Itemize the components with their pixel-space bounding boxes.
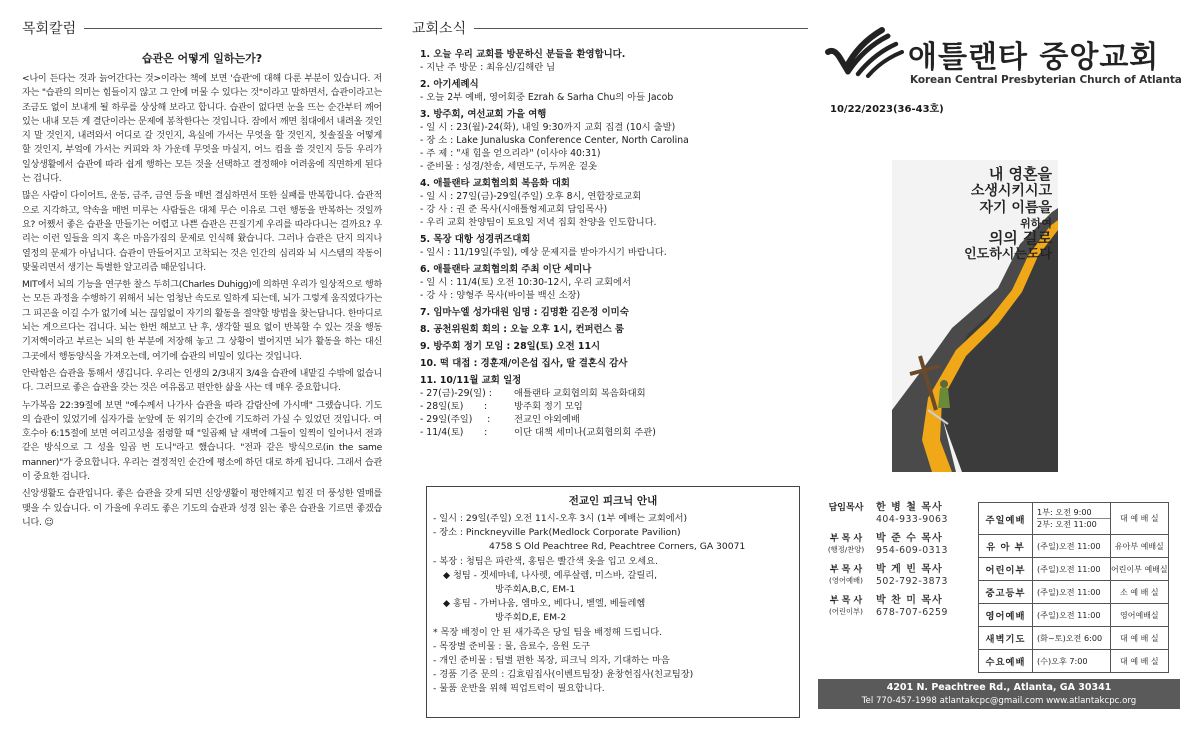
worship-time: (화~토)오전 6:00 — [1033, 627, 1111, 650]
news-item-title: 7. 임마누엘 성가대원 임명 : 김명환 김은정 이미숙 — [420, 307, 629, 318]
worship-row — [979, 535, 1169, 558]
column-paragraph: MIT에서 뇌의 기능을 연구한 찰스 두히그(Charles Duhigg)에 의하면 우리가 일상적으로 행하는 모든 과정을 수행하기 위해서 뇌는 엄청난 속도로 일하게 되는데, 뇌가 그렇게 움직였다가는 그 피곤을 이길 수가 없기에 뇌는 끊임없이 자기의 활동을 절약할 방법을 찾는답니다. 한마디로 뇌는 게으르다는 겁니다. 뇌는 한번 해보고 난 후, 생각할 필요 없이 반복할 수 있는 것을 행동 기저핵이라고 부르는 뇌의 한 부분에 저장해 놓고 그 상황이 벌어지면 뇌가 활동을 하는 대신 그곳에서 행동양식을 가져오는데, 여기에 습관의 비밀이 있다는 것입니다. — [22, 280, 382, 362]
worship-row — [979, 558, 1169, 581]
cover-verse — [902, 166, 1052, 263]
pastor-role: 부 목 사 (행정/찬양) — [827, 534, 865, 554]
news-item — [412, 48, 808, 74]
worship-place: 영어예배실 — [1111, 604, 1169, 627]
picnic-note: - 물품 운반을 위해 픽업트럭이 필요합니다. — [433, 683, 605, 695]
news-item-line: - 장 소 : Lake Junaluska Conference Center, North Carolina — [420, 135, 689, 146]
news-item-title: 2. 아기세례식 — [420, 79, 479, 90]
cover-verse-line: 인도하시는도다 — [964, 247, 1052, 262]
pastor-phone: 502-792-3873 — [876, 576, 948, 587]
section-heading-column — [22, 18, 382, 38]
news-item-line: - 준비물 : 성경/찬송, 세면도구, 두꺼운 겉옷 — [420, 161, 597, 172]
news-item — [412, 323, 808, 336]
news-item-line: - 일시 : 11/19일(주일), 예상 문제지를 받아가시기 바랍니다. — [420, 247, 667, 258]
worship-time: (수)오후 7:00 — [1033, 650, 1111, 673]
worship-place: 유아부 예배실 — [1111, 535, 1169, 558]
cover-verse-line: 내 영혼을 — [988, 165, 1052, 183]
schedule-desc: 이단 대책 세미나(교회협의회 주관) — [514, 427, 656, 438]
schedule-date: - 29일(주일) : — [420, 414, 491, 425]
church-logo-icon — [824, 26, 904, 78]
worship-row — [979, 604, 1169, 627]
cover-verse-line: 위하여 — [1020, 217, 1052, 230]
schedule-desc: 애틀랜타 교회협의회 복음화대회 — [514, 388, 646, 399]
worship-row — [979, 581, 1169, 604]
picnic-notice-box — [426, 486, 800, 718]
church-logo — [824, 26, 1182, 98]
news-item — [412, 177, 808, 229]
worship-row — [979, 627, 1169, 650]
worship-name: 수요예배 — [979, 650, 1033, 673]
news-item — [412, 233, 808, 259]
worship-name: 주일예배 — [979, 503, 1033, 535]
pastor-phone: 678-707-6259 — [876, 607, 948, 618]
picnic-dress: - 복장 : 청팀은 파란색, 홍팀은 빨간색 옷을 입고 오세요. — [433, 555, 658, 567]
worship-name: 영어예배 — [979, 604, 1033, 627]
worship-row — [979, 503, 1169, 535]
news-item-title: 11. 10/11월 교회 일정 — [420, 375, 522, 386]
worship-time: (주일)오전 11:00 — [1033, 558, 1111, 581]
news-item-line: - 일 시 : 23(월)-24(화), 내일 9:30까지 교회 집결 (10시 출발) — [420, 122, 676, 133]
pastor-entry — [822, 533, 972, 557]
worship-place: 대 예 배 실 — [1111, 627, 1169, 650]
picnic-address: 4758 S Old Peachtree Rd, Peachtree Corners, GA 30071 — [489, 541, 746, 553]
worship-name: 중고등부 — [979, 581, 1033, 604]
news-item-title: 9. 방주회 정기 모임 : 28일(토) 오전 11시 — [420, 341, 601, 352]
column-title: 습관은 어떻게 일하는가? — [141, 52, 263, 65]
news-item — [412, 374, 808, 439]
worship-place: 어린이부 예배실 — [1111, 558, 1169, 581]
schedule-desc: 방주회 정기 모임 — [514, 401, 583, 412]
picnic-note: - 목장별 준비물 : 물, 음료수, 응원 도구 — [433, 640, 590, 652]
pastor-list — [822, 502, 972, 626]
worship-name: 새벽기도 — [979, 627, 1033, 650]
schedule-date: - 27(금)-29(일) : — [420, 388, 492, 399]
news-item-title: 4. 애틀랜타 교회협의회 복음화 대회 — [420, 178, 570, 189]
news-item — [412, 263, 808, 302]
worship-row — [979, 650, 1169, 673]
pastor-phone: 954-609-0313 — [876, 545, 948, 556]
news-heading: 교회소식 — [412, 21, 467, 37]
worship-time: (주일)오전 11:00 — [1033, 535, 1111, 558]
column-paragraph: 신앙생활도 습관입니다. 좋은 습관을 갖게 되면 신앙생활이 평안해지고 힘진 더 풍성한 열매를 맺을 수 있습니다. 이 가을에 우리도 좋은 기도의 습관과 성경 읽는 좋은 습관을 기르면 좋겠습니다. ☺ — [22, 489, 382, 528]
picnic-red-team: ◆ 홍팀 - 가버나움, 엠마오, 베다니, 벧엘, 베들레헴 — [443, 598, 646, 610]
pastor-phone: 404-933-9063 — [876, 514, 948, 525]
worship-name: 어린이부 — [979, 558, 1033, 581]
picnic-red-team-cont: 방주회D,E, EM-2 — [495, 612, 567, 624]
church-name-ko: 애틀랜타 중앙교회 — [908, 40, 1160, 75]
pastor-name: 한 병 철 목사 — [876, 502, 943, 513]
column-paragraph: 안락함은 습관을 통해서 생깁니다. 우리는 인생의 2/3내지 3/4을 습관에 내맡길 수밖에 없습니다. 그러므로 좋은 습관을 갖는 것은 여유롭고 편안한 삶을 사는 데 매우 중요합니다. — [22, 368, 382, 394]
schedule-row — [412, 400, 808, 413]
address-footer — [818, 679, 1180, 709]
news-item-line: - 강 사 : 양형주 목사(바이블 백신 소장) — [420, 290, 581, 301]
worship-place: 소 예 배 실 — [1111, 581, 1169, 604]
pastor-role: 담임목사 — [828, 503, 864, 513]
news-item-title: 1. 오늘 우리 교회를 방문하신 분들을 환영합니다. — [420, 49, 626, 60]
news-list — [412, 48, 808, 439]
church-news — [412, 18, 808, 718]
picnic-title: 전교인 피크닉 안내 — [568, 495, 658, 507]
schedule-date: - 28일(토) : — [420, 401, 488, 412]
news-item-line: - 우리 교회 찬양팀이 토요일 저녁 집회 찬양을 인도합니다. — [420, 217, 657, 228]
news-item — [412, 357, 808, 370]
church-contact: Tel 770-457-1998 atlantakcpc@gmail.com www.atlantakcpc.org — [861, 696, 1137, 706]
pastor-name: 박 게 빈 목사 — [876, 564, 943, 575]
pastor-role: 부 목 사 (어린이부) — [829, 596, 863, 616]
picnic-date: - 일시 : 29일(주일) 오전 11시-오후 3시 (1부 예배는 교회에서) — [433, 513, 688, 524]
church-name-en: Korean Central Presbyterian Church of Atlanta — [910, 74, 1182, 86]
worship-schedule-table — [978, 502, 1169, 673]
heading-rule — [84, 28, 382, 29]
column-paragraph: 많은 사람이 다이어트, 운동, 금주, 금연 등을 매번 결심하면서 또한 실패를 반복합니다. 습관적으로 지각하고, 약속을 매번 미루는 사람들은 대체 무슨 이유로 그런 행동을 반복하는 것일까요? 어쨌서 좋은 습관을 만들기는 어렵고 나쁜 습관은 끈질기게 우리를 따라다니는 걸까요? 우리는 이런 일들을 의지 혹은 마음가짐의 문제로 인식해 왔습니다. 그러나 습관은 단지 의지나 열정의 문제가 아닙니다. 습관이 만들어지고 고착되는 것은 인간의 심리와 뇌 시스템의 작동이 맞물리면서 생기는 특별한 알고리즘 때문입니다. — [22, 191, 382, 273]
column-paragraph: 누가복음 22:39절에 보면 "예수께서 나가사 습관을 따라 감람산에 가시매" 그랬습니다. 기도의 습관이 있었기에 십자가를 눈앞에 둔 위기의 순간에 기도하러 가실 수 있었던 것입니다. 여호수아 6:15절에 보면 여리고성을 점령할 때 "일곱째 날 새벽에 그들이 일찍이 일어나서 전과 같은 방식으로 그 성을 일곱 번 도니"라고 했습니다. "전과 같은 방식으로(in the same manner)"가 중요합니다. 우리는 결정적인 순간에 평소에 하던 대로 하게 됩니다. 그래서 습관이 중요한 겁니다. — [22, 400, 382, 483]
worship-time: (주일)오전 11:00 — [1033, 581, 1111, 604]
schedule-row — [412, 387, 808, 400]
column-paragraph: <나이 든다는 것과 늙어간다는 것>이라는 책에 보면 '습관'에 대해 다룬 부분이 있습니다. 저자는 "습관의 의미는 힘들이지 않고 그 안에 머물 수 있다는 것"이라고 말하면서, 습관이라고는 조금도 없이 보내게 될 하루를 상상해 보라고 합니다. 습관이 없다면 눈을 뜨는 순간부터 깨어 있는 내내 모든 게 결단이라는 문제에 봉착한다는 것입니다. 잠에서 깨면 침대에서 내려올 것인지 말 것인지, 내려와서 어디로 갈 것인지, 욕실에 가서는 무엇을 할 것인지, 칫솔질을 어떻게 할 것인지, 부엌에 가서는 커피와 차 가운데 무엇을 마실지, 어느 컵을 쓸 것인지 등등 우리가 일상생활에서 습관에 따라 쉽게 행하는 모든 것을 선택하고 결정해야 어려움에 직면하게 된다는 겁니다. — [22, 74, 382, 185]
section-heading-news — [412, 18, 808, 38]
church-address: 4201 N. Peachtree Rd., Atlanta, GA 30341 — [886, 682, 1112, 693]
picnic-blue-team-cont: 방주회A,B,C, EM-1 — [495, 584, 576, 596]
pastor-name: 박 찬 미 목사 — [876, 595, 943, 606]
issue-date: 10/22/2023(36-43호) — [830, 104, 944, 115]
picnic-note: - 경품 기증 문의 : 김효림집사(이벤트팀장) 윤창헌집사(친교팀장) — [433, 669, 694, 681]
news-item — [412, 306, 808, 319]
schedule-date: - 11/4(토) : — [420, 427, 488, 438]
worship-place: 대 예 배 실 — [1111, 503, 1169, 535]
cover-verse-line: 의의 길로 — [988, 229, 1052, 247]
news-item-title: 6. 애틀랜타 교회협의회 주최 이단 세미나 — [420, 264, 592, 275]
schedule-row — [412, 426, 808, 439]
worship-name: 유 아 부 — [979, 535, 1033, 558]
schedule-row — [412, 413, 808, 426]
column-heading: 목회칼럼 — [22, 21, 77, 37]
picnic-note: * 목장 배정이 안 된 새가족은 당일 팀을 배정해 드립니다. — [433, 626, 663, 638]
news-item-line: - 일 시 : 11/4(토) 오전 10:30-12시, 우리 교회에서 — [420, 277, 631, 288]
news-item — [412, 78, 808, 104]
news-item — [412, 108, 808, 173]
pastor-entry — [822, 595, 972, 619]
news-item-title: 10. 떡 대접 : 경훈재/이은섭 집사, 딸 결혼식 감사 — [420, 358, 628, 369]
news-item — [412, 340, 808, 353]
picnic-note: - 개인 준비물 : 팀별 편한 복장, 피크닉 의자, 기대하는 마음 — [433, 655, 670, 667]
worship-time: (주일)오전 11:00 — [1033, 604, 1111, 627]
news-item-title: 5. 목장 대항 성경퀴즈대회 — [420, 234, 531, 245]
pastoral-column — [22, 18, 382, 718]
news-item-line: - 일 시 : 27일(금)-29일(주일) 오후 8시, 연합장로교회 — [420, 191, 642, 202]
picnic-blue-team: ◆ 청팀 - 겟세마네, 나사렛, 예루살렘, 미스바, 갈릴리, — [443, 569, 658, 581]
pastor-entry — [822, 564, 972, 588]
news-item-line: - 강 사 : 권 준 목사(시애틀형제교회 담임목사) — [420, 204, 608, 215]
schedule-desc: 전교인 야외예배 — [514, 414, 580, 425]
cover-illustration — [892, 160, 1058, 472]
pastor-entry — [822, 502, 972, 526]
cover-verse-line: 소생시키시고 — [970, 183, 1052, 199]
news-item-title: 8. 공천위원회 회의 : 오늘 오후 1시, 컨퍼런스 룸 — [420, 324, 624, 335]
news-item-line: - 오늘 2부 예배, 영어회중 Ezrah & Sarha Chu의 아들 Jacob — [420, 92, 674, 103]
worship-place: 대 예 배 실 — [1111, 650, 1169, 673]
masthead — [818, 18, 1180, 718]
cover-verse-line: 자기 이름을 — [979, 200, 1052, 216]
heading-rule — [474, 28, 808, 29]
news-item-line: - 주 제 : "새 힘을 얻으리라" (이사야 40:31) — [420, 148, 601, 159]
pastor-name: 박 준 수 목사 — [876, 533, 943, 544]
picnic-place: - 장소 : Pinckneyville Park(Medlock Corporate Pavilion) — [433, 527, 681, 539]
news-item-title: 3. 방주회, 여선교회 가을 여행 — [420, 109, 547, 120]
news-item-line: - 지난 주 방문 : 최유신/김해란 님 — [420, 62, 556, 73]
worship-time: 1부: 오전 9:00 2부: 오전 11:00 — [1033, 503, 1111, 535]
pastor-role: 부 목 사 (영어예배) — [829, 565, 863, 585]
